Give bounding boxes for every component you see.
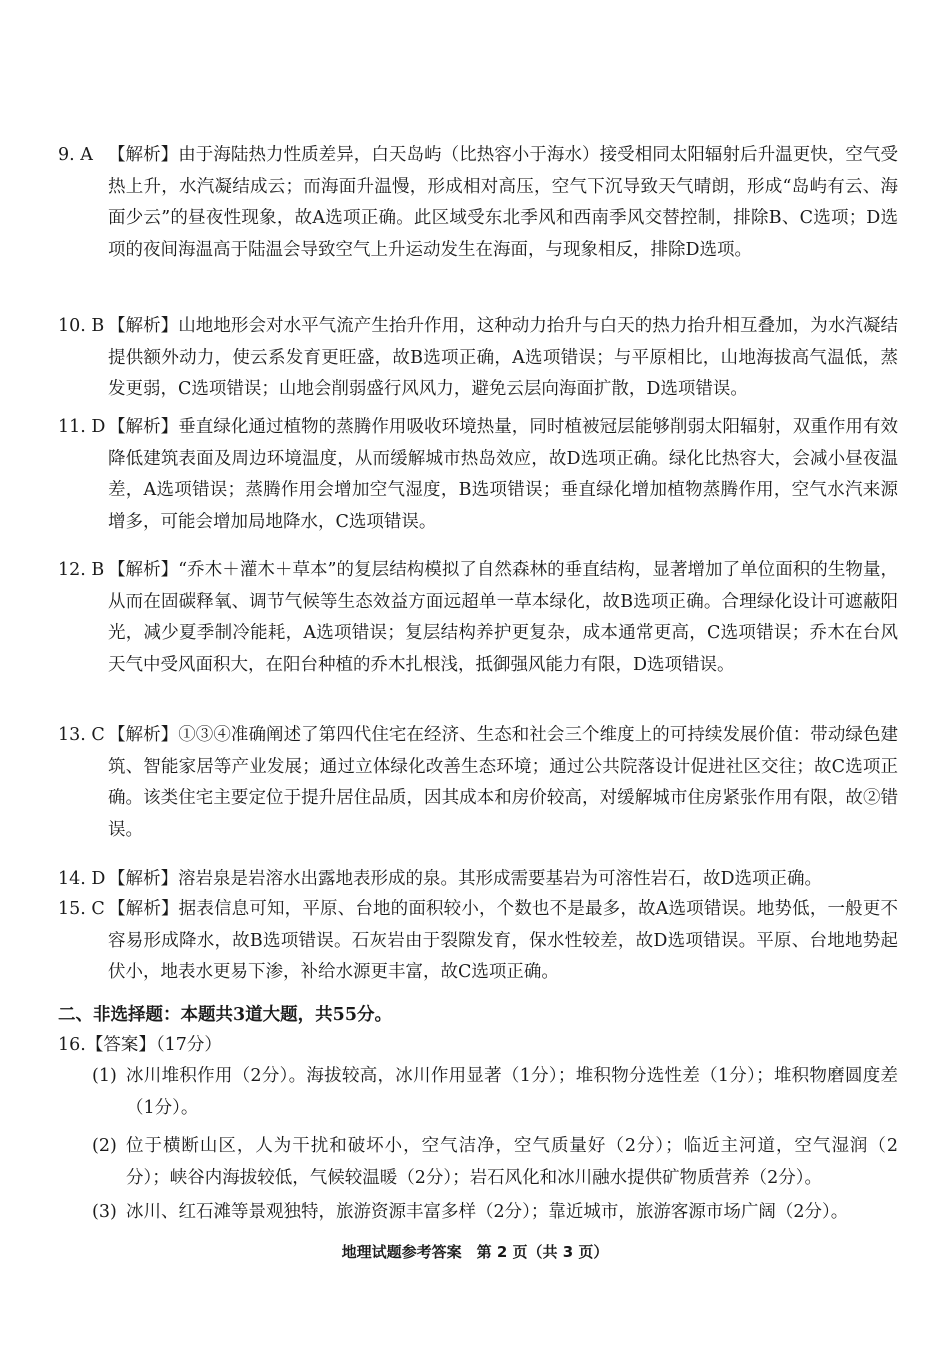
answer-item-12: [58, 555, 898, 681]
answer-number: 13. C: [58, 725, 105, 745]
page-footer: 地理试题参考答案 第 2 页（共 3 页）: [341, 1243, 609, 1261]
answer-item-11: [58, 412, 898, 538]
answer-number: 12. B: [58, 560, 105, 580]
answer-explanation: 【解析】①③④准确阐述了第四代住宅在经济、生态和社会三个维度上的可持续发展价值：带动绿色建筑、智能家居等产业发展；通过立体绿化改善生态环境；通过公共院落设计促进社区交往；故C选项正确。该类住宅主要定位于提升居住品质，因其成本和房价较高，对缓解城市住房紧张作用有限，故②错误。: [108, 725, 898, 840]
part-number: (2): [92, 1136, 117, 1156]
section-title: 二、非选择题：本题共3道大题，共55分。: [58, 1005, 393, 1025]
part-number: (1): [92, 1066, 117, 1086]
answer-number: 10. B: [58, 316, 105, 336]
answer-explanation: 【解析】“乔木＋灌木＋草本”的复层结构模拟了自然森林的垂直结构，显著增加了单位面积的生物量，从而在固碳释氧、调节气候等生态效益方面远超单一草本绿化，故B选项正确。合理绿化设计可遮蔽阳光，减少夏季制冷能耗，A选项错误；复层结构养护更复杂，成本通常更高，C选项错误；乔木在台风天气中受风面积大，在阳台种植的乔木扎根浅，抵御强风能力有限，D选项错误。: [108, 560, 898, 675]
answer-item-14: [58, 864, 898, 896]
part-number: (3): [92, 1202, 117, 1222]
part-answer: 冰川、红石滩等景观独特，旅游资源丰富多样（2分）；靠近城市，旅游客源市场广阔（2分）。: [126, 1202, 849, 1222]
answer-number: 15. C: [58, 899, 105, 919]
answer-item-10: [58, 311, 898, 406]
question-16-heading: 16.【答案】（17分）: [58, 1035, 222, 1055]
answer-explanation: 【解析】垂直绿化通过植物的蒸腾作用吸收环境热量，同时植被冠层能够削弱太阳辐射，双重作用有效降低建筑表面及周边环境温度，从而缓解城市热岛效应，故D选项正确。绿化比热容大，会减小昼夜温差，A选项错误；蒸腾作用会增加空气湿度，B选项错误；垂直绿化增加植物蒸腾作用，空气水汽来源增多，可能会增加局地降水，C选项错误。: [108, 417, 898, 532]
answer-item-9: [58, 140, 898, 266]
answer-number: 14. D: [58, 869, 106, 889]
answer-explanation: 【解析】据表信息可知，平原、台地的面积较小，个数也不是最多，故A选项错误。地势低，一般更不容易形成降水，故B选项错误。石灰岩由于裂隙发育，保水性较差，故D选项错误。平原、台地地势起伏小，地表水更易下渗，补给水源更丰富，故C选项正确。: [108, 899, 898, 982]
answer-explanation: 【解析】山地地形会对水平气流产生抬升作用，这种动力抬升与白天的热力抬升相互叠加，为水汽凝结提供额外动力，使云系发育更旺盛，故B选项正确，A选项错误；与平原相比，山地海拔高气温低，蒸发更弱，C选项错误；山地会削弱盛行风风力，避免云层向海面扩散，D选项错误。: [108, 316, 898, 399]
answer-number: 9. A: [58, 145, 93, 165]
question-16-part-3: [92, 1197, 898, 1229]
answer-explanation: 【解析】溶岩泉是岩溶水出露地表形成的泉。其形成需要基岩为可溶性岩石，故D选项正确。: [108, 869, 823, 889]
question-16-part-2: [92, 1131, 898, 1194]
answer-explanation: 【解析】由于海陆热力性质差异，白天岛屿（比热容小于海水）接受相同太阳辐射后升温更快，空气受热上升，水汽凝结成云；而海面升温慢，形成相对高压，空气下沉导致天气晴朗，形成“岛屿有云、海面少云”的昼夜性现象，故A选项正确。此区域受东北季风和西南季风交替控制，排除B、C选项；D选项的夜间海温高于陆温会导致空气上升运动发生在海面，与现象相反，排除D选项。: [108, 145, 898, 260]
answer-number: 11. D: [58, 417, 106, 437]
part-answer: 位于横断山区，人为干扰和破坏小，空气洁净，空气质量好（2分）；临近主河道，空气湿润（2分）；峡谷内海拔较低，气候较温暖（2分）；岩石风化和冰川融水提供矿物质营养（2分）。: [126, 1136, 898, 1188]
question-16-part-1: [92, 1061, 898, 1124]
answer-item-13: [58, 720, 898, 846]
answer-item-15: [58, 894, 898, 989]
part-answer: 冰川堆积作用（2分）。海拔较高，冰川作用显著（1分）；堆积物分选性差（1分）；堆积物磨圆度差（1分）。: [126, 1066, 898, 1118]
